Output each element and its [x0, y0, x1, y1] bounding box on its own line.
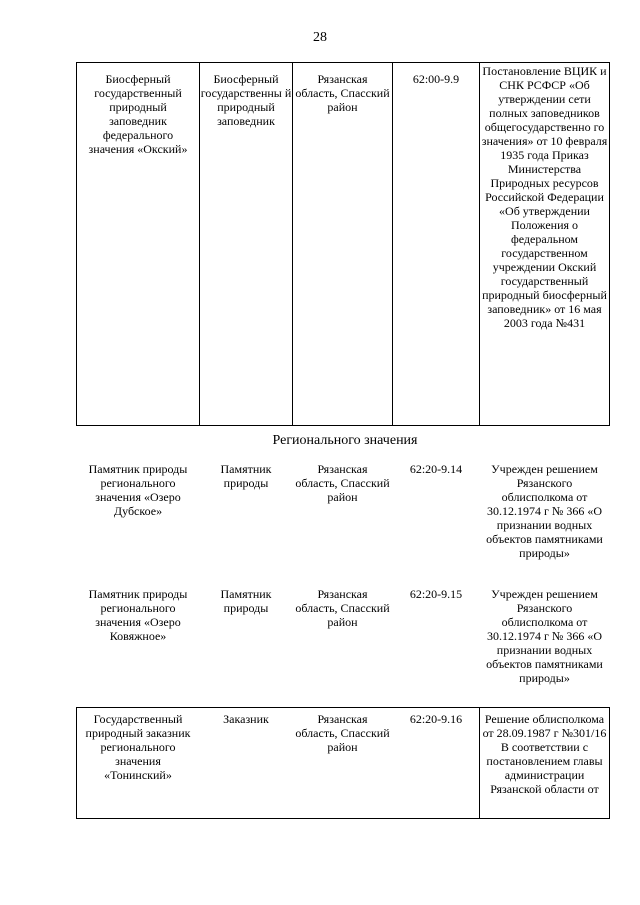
table1-col-divider-3 [392, 62, 393, 426]
table2-left-border [76, 707, 77, 819]
row1-location: Рязанская область, Спасский район [295, 72, 390, 114]
row2-document: Учрежден решением Рязанского облисполкома от 30.12.1974 г № 366 «О признании водных объектов памятниками природы» [486, 462, 603, 560]
row4-code: 62:20-9.16 [409, 712, 463, 726]
row2-code: 62:20-9.14 [409, 462, 463, 476]
row2-category: Памятник природы [220, 462, 272, 490]
row1-document: Постановление ВЦИК и СНК РСФСР «Об утверждении сети полных заповедников общегосударственно го значения» от 10 февраля 1935 года Приказ Министерства Природных ресурсов Российской Федерации «Об утверждении Положения о федеральном государственном учреждении Окский государственный природный биосферный заповедник» от 16 мая 2003 года №431 [481, 64, 608, 330]
row3-document: Учрежден решением Рязанского облисполкома от 30.12.1974 г № 366 «О признании водных объектов памятниками природы» [486, 587, 603, 685]
row3-location: Рязанская область, Спасский район [295, 587, 390, 629]
table1-col-divider-2 [292, 62, 293, 426]
table1-top-border [76, 62, 610, 63]
table2-top-border [76, 707, 610, 708]
table1-bottom-border [76, 425, 610, 426]
row1-code: 62:00-9.9 [412, 72, 460, 86]
row1-category: Биосферный государственны й природный заповедник [200, 72, 292, 128]
page-number: 28 [313, 30, 327, 45]
section-title: Регионального значения [272, 433, 418, 448]
row4-location: Рязанская область, Спасский район [295, 712, 390, 754]
table1-left-border [76, 62, 77, 426]
row4-category: Заказник [223, 712, 269, 726]
row4-document: Решение облисполкома от 28.09.1987 г №301/16 В соответствии с постановлением главы администрации Рязанской области от [482, 712, 607, 796]
table1-right-border [609, 62, 610, 426]
row3-code: 62:20-9.15 [409, 587, 463, 601]
table2-bottom-border [76, 818, 610, 819]
table2-right-border [609, 707, 610, 819]
row2-location: Рязанская область, Спасский район [295, 462, 390, 504]
row3-name: Памятник природы регионального значения «Озеро Ковяжное» [88, 587, 188, 643]
row2-name: Памятник природы регионального значения «Озеро Дубское» [88, 462, 188, 518]
row4-name: Государственный природный заказник регионального значения «Тонинский» [85, 712, 191, 782]
row1-name: Биосферный государственный природный заповедник федерального значения «Окский» [88, 72, 188, 156]
row3-category: Памятник природы [220, 587, 272, 615]
